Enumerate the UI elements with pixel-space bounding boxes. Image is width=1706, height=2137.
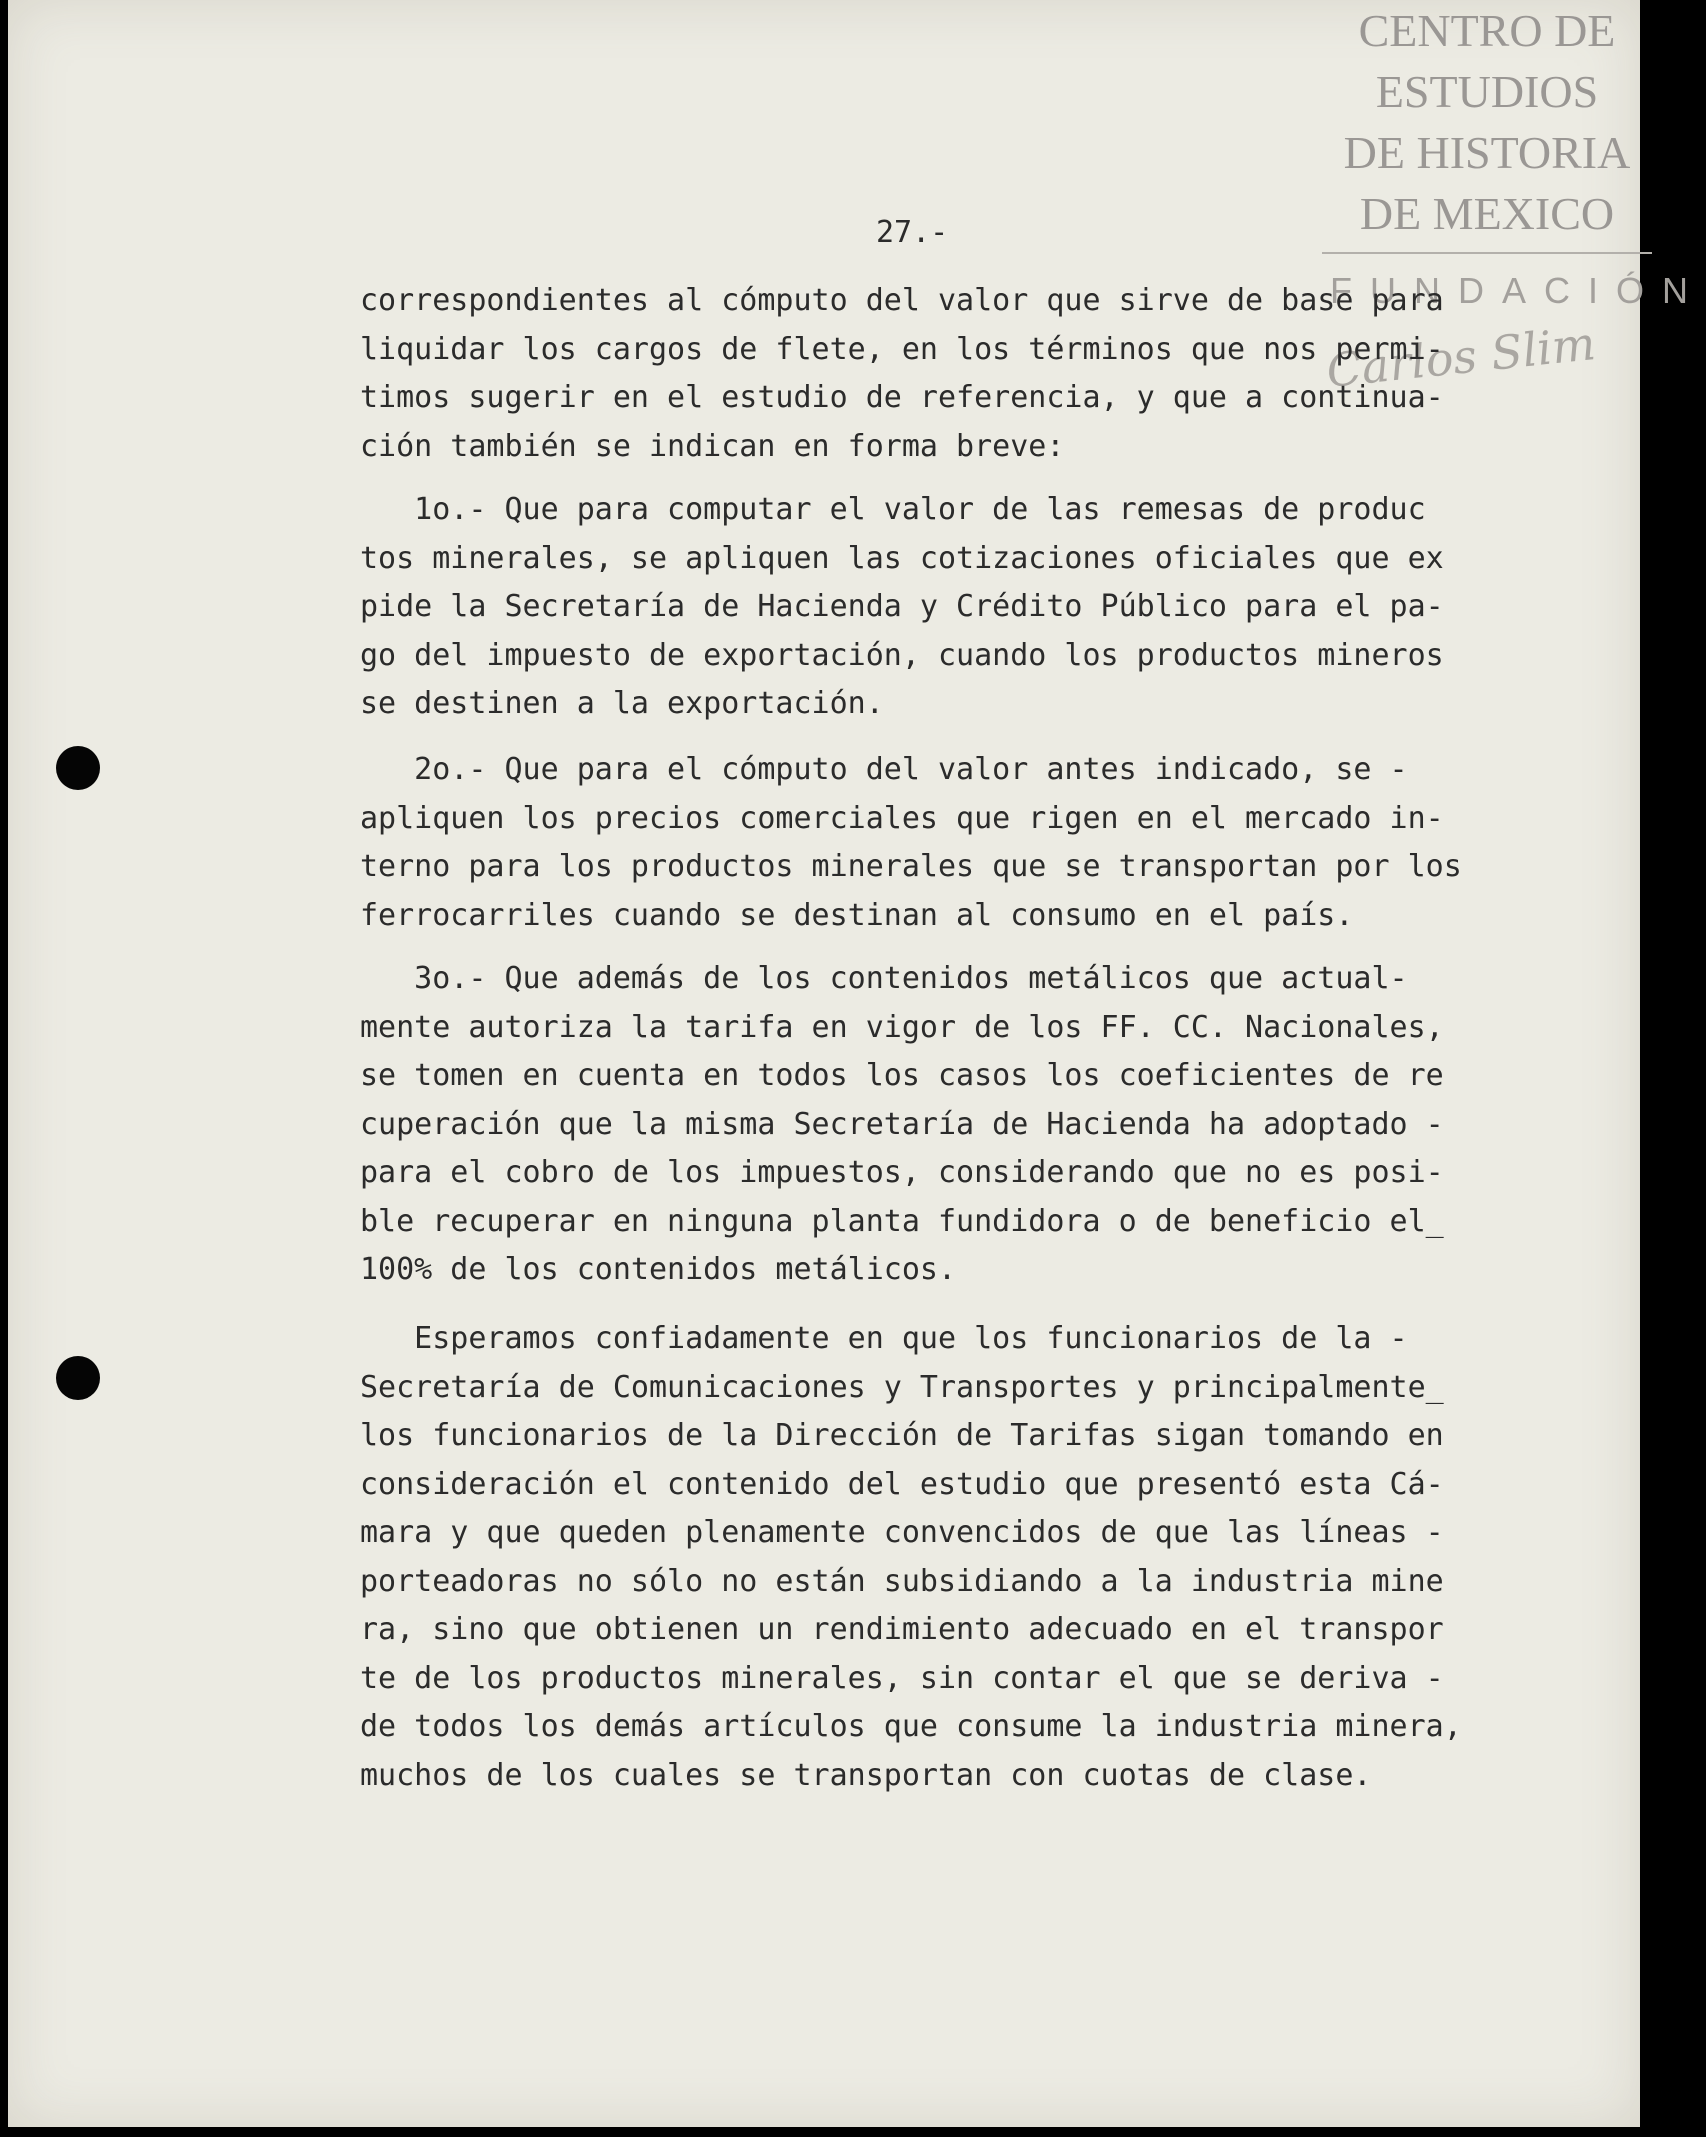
punch-hole-bottom bbox=[56, 1356, 100, 1400]
text-line: ferrocarriles cuando se destinan al consumo en el país. bbox=[360, 897, 1354, 933]
text-line: 3o.- Que además de los contenidos metálicos que actual- bbox=[360, 961, 1408, 996]
watermark-fundacion: FUNDACIÓN bbox=[1330, 270, 1706, 311]
text-line: pide la Secretaría de Hacienda y Crédito Público para el pa- bbox=[360, 589, 1444, 624]
text-line: terno para los productos minerales que se transportan por los bbox=[360, 849, 1462, 884]
text-line: porteadoras no sólo no están subsidiando a la industria mine bbox=[360, 1563, 1444, 1599]
paragraph-item-3 bbox=[360, 955, 1560, 1295]
text-line: consideración el contenido del estudio que presentó esta Cá- bbox=[360, 1466, 1444, 1502]
watermark-signature: Carlos Slim bbox=[1323, 316, 1598, 398]
watermark-line: ESTUDIOS bbox=[1375, 66, 1599, 117]
text-line: Esperamos confiadamente en que los funcionarios de la - bbox=[360, 1321, 1408, 1356]
text-line: se tomen en cuenta en todos los casos los coeficientes de re bbox=[360, 1058, 1444, 1093]
text-line: de todos los demás artículos que consume la industria minera, bbox=[360, 1709, 1462, 1744]
text-line: los funcionarios de la Dirección de Tarifas sigan tomando en bbox=[360, 1418, 1444, 1453]
paragraph-item-1 bbox=[360, 486, 1560, 729]
text-line: go del impuesto de exportación, cuando los productos mineros bbox=[360, 637, 1444, 673]
watermark-line: DE MEXICO bbox=[1359, 188, 1615, 239]
punch-hole-top bbox=[56, 746, 100, 790]
text-line: ra, sino que obtienen un rendimiento adecuado en el transpor bbox=[360, 1612, 1444, 1647]
paragraph-intro bbox=[360, 277, 1560, 471]
watermark-divider bbox=[1322, 252, 1652, 254]
text-line: para el cobro de los impuestos, considerando que no es posi- bbox=[360, 1155, 1444, 1190]
paragraph-closing bbox=[360, 1315, 1560, 1800]
text-line: apliquen los precios comerciales que rigen en el mercado in- bbox=[360, 800, 1444, 836]
text-line: timos sugerir en el estudio de referencia, y que a continua- bbox=[360, 380, 1444, 415]
text-line: 100% de los contenidos metálicos. bbox=[360, 1252, 957, 1287]
text-line: cuperación que la misma Secretaría de Hacienda ha adoptado - bbox=[360, 1106, 1444, 1142]
text-line: 1o.- Que para computar el valor de las remesas de produc bbox=[360, 492, 1426, 527]
watermark-line: DE HISTORIA bbox=[1343, 127, 1631, 178]
text-line: mara y que queden plenamente convencidos de que las líneas - bbox=[360, 1515, 1444, 1550]
text-line: mente autoriza la tarifa en vigor de los FF. CC. Nacionales, bbox=[360, 1009, 1444, 1045]
paragraph-item-2 bbox=[360, 746, 1560, 940]
watermark-line: CENTRO DE bbox=[1358, 5, 1616, 56]
text-line: ción también se indican en forma breve: bbox=[360, 428, 1065, 464]
text-line: liquidar los cargos de flete, en los términos que nos permi- bbox=[360, 331, 1444, 367]
text-line: Secretaría de Comunicaciones y Transportes y principalmente_ bbox=[360, 1369, 1444, 1405]
text-line: muchos de los cuales se transportan con cuotas de clase. bbox=[360, 1757, 1372, 1793]
text-line: ble recuperar en ninguna planta fundidora o de beneficio el_ bbox=[360, 1203, 1444, 1239]
text-line: tos minerales, se apliquen las cotizaciones oficiales que ex bbox=[360, 540, 1444, 576]
text-line: te de los productos minerales, sin contar el que se deriva - bbox=[360, 1660, 1444, 1696]
text-line: 2o.- Que para el cómputo del valor antes indicado, se - bbox=[360, 752, 1408, 787]
page-number: 27.- bbox=[876, 215, 949, 250]
document-page bbox=[8, 0, 1706, 2127]
text-line: se destinen a la exportación. bbox=[360, 686, 884, 721]
text-line: correspondientes al cómputo del valor que sirve de base para bbox=[360, 283, 1444, 318]
archive-watermark bbox=[1322, 0, 1652, 255]
